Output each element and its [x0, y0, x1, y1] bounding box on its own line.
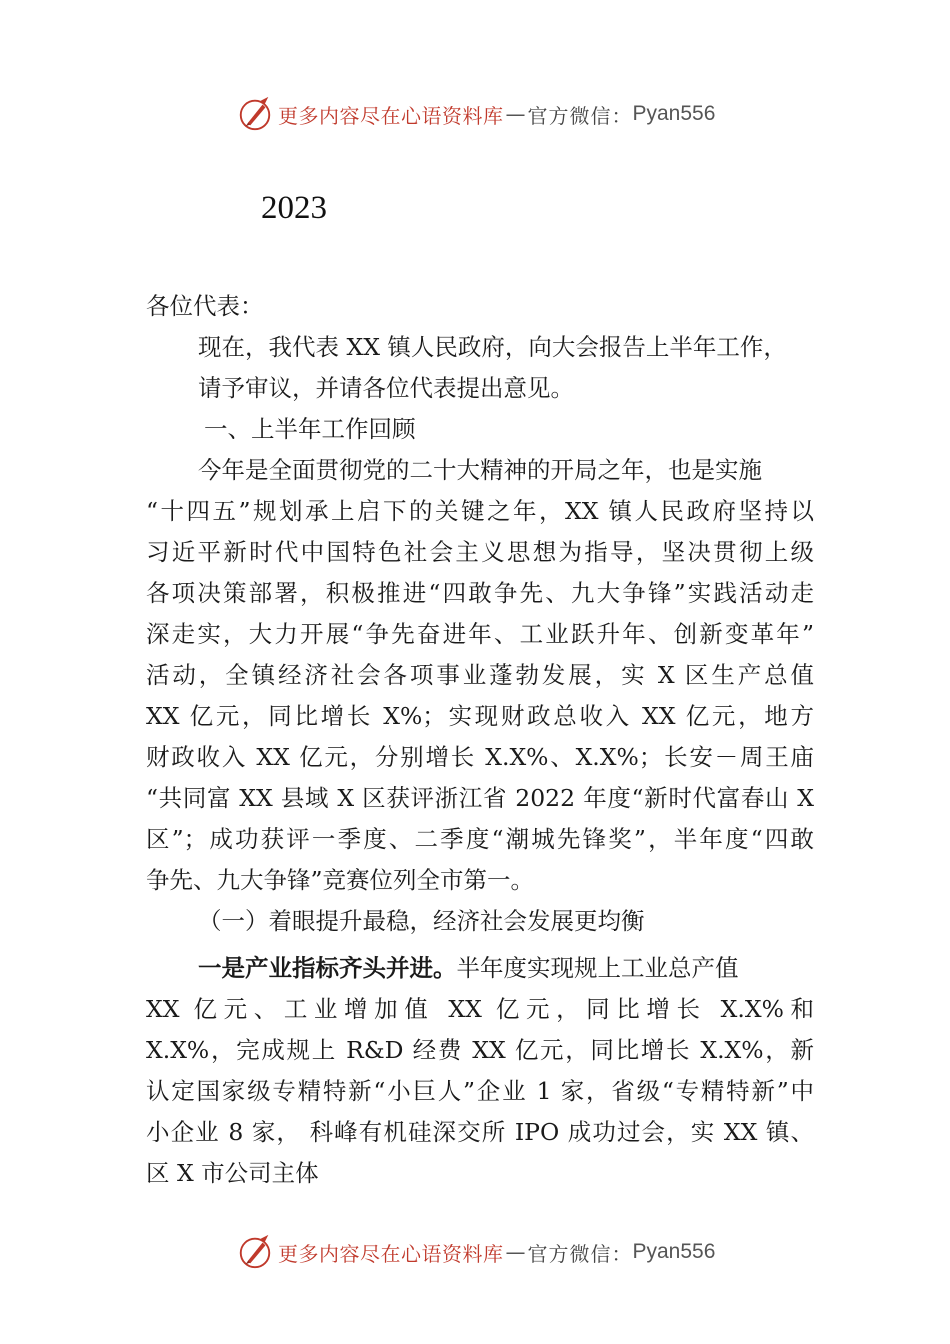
watermark-official-label: 官方微信：	[527, 1241, 633, 1266]
para-2-lead: 一是产业指标齐头并进。	[198, 954, 457, 982]
document-title: 2023	[261, 190, 327, 226]
watermark-wechat-handle: Pyan556	[632, 1240, 716, 1263]
para-1-line: 深走实，大力开展“争先奋进年、工业跃升年、创新变革年”	[146, 620, 814, 648]
para-1-line: 今年是全面贯彻党的二十大精神的开局之年，也是实施	[198, 456, 762, 484]
para-1-line: XX 亿元，同比增长 X%；实现财政总收入 XX 亿元，地方	[146, 702, 814, 730]
watermark-wechat-handle: Pyan556	[632, 102, 716, 125]
watermark-dash: —	[505, 102, 526, 126]
footer-watermark	[0, 1232, 950, 1272]
para-1-line: 活动，全镇经济社会各项事业蓬勃发展，实 X 区生产总值	[146, 661, 814, 689]
document-body	[146, 286, 814, 1194]
para-2-line: XX 亿元、工业增加值 XX 亿元，同比增长 X.X%和	[146, 995, 814, 1023]
para-1-line: 各项决策部署，积极推进“四敢争先、九大争锋”实践活动走	[146, 579, 814, 607]
section-heading-1: 一、上半年工作回顾	[204, 415, 416, 443]
para-2-line: 小企业 8 家， 科峰有机硅深交所 IPO 成功过会，实 XX 镇、	[146, 1118, 814, 1146]
header-watermark	[0, 94, 950, 134]
salutation: 各位代表：	[146, 292, 264, 320]
para-1-line: 区”；成功获评一季度、二季度“潮城先锋奖”，半年度“四敢	[146, 825, 814, 853]
intro-line-1: 现在，我代表 XX 镇人民政府，向大会报告上半年工作，	[198, 333, 787, 361]
para-1-line: “共同富 XX 县域 X 区获评浙江省 2022 年度“新时代富春山 X	[146, 784, 814, 812]
subsection-heading-1: （一）着眼提升最稳，经济社会发展更均衡	[198, 907, 645, 935]
watermark-brand: 更多内容尽在心语资料库	[278, 103, 504, 128]
para-1-line: 习近平新时代中国特色社会主义思想为指导，坚决贯彻上级	[146, 538, 814, 566]
para-1-line: 争先、九大争锋”竞赛位列全市第一。	[146, 866, 535, 894]
para-2-line: 认定国家级专精特新“小巨人”企业 1 家，省级“专精特新”中	[146, 1077, 814, 1105]
watermark-brand: 更多内容尽在心语资料库	[278, 1241, 504, 1266]
fountain-pen-logo-icon	[236, 95, 274, 133]
para-2-first-rest: 半年度实现规上工业总产值	[456, 954, 739, 982]
watermark-official-label: 官方微信：	[527, 103, 633, 128]
para-1-line: “十四五”规划承上启下的关键之年，XX 镇人民政府坚持以	[146, 497, 814, 525]
watermark-dash: —	[505, 1240, 526, 1264]
para-2-line: 区 X 市公司主体	[146, 1159, 319, 1187]
para-1-line: 财政收入 XX 亿元，分别增长 X.X%、X.X%；长安－周王庙	[146, 743, 814, 771]
intro-line-2: 请予审议，并请各位代表提出意见。	[198, 374, 574, 402]
fountain-pen-logo-icon	[236, 1233, 274, 1271]
para-2-first-line	[146, 948, 814, 989]
para-2-line: X.X%，完成规上 R&D 经费 XX 亿元，同比增长 X.X%，新	[146, 1036, 814, 1064]
